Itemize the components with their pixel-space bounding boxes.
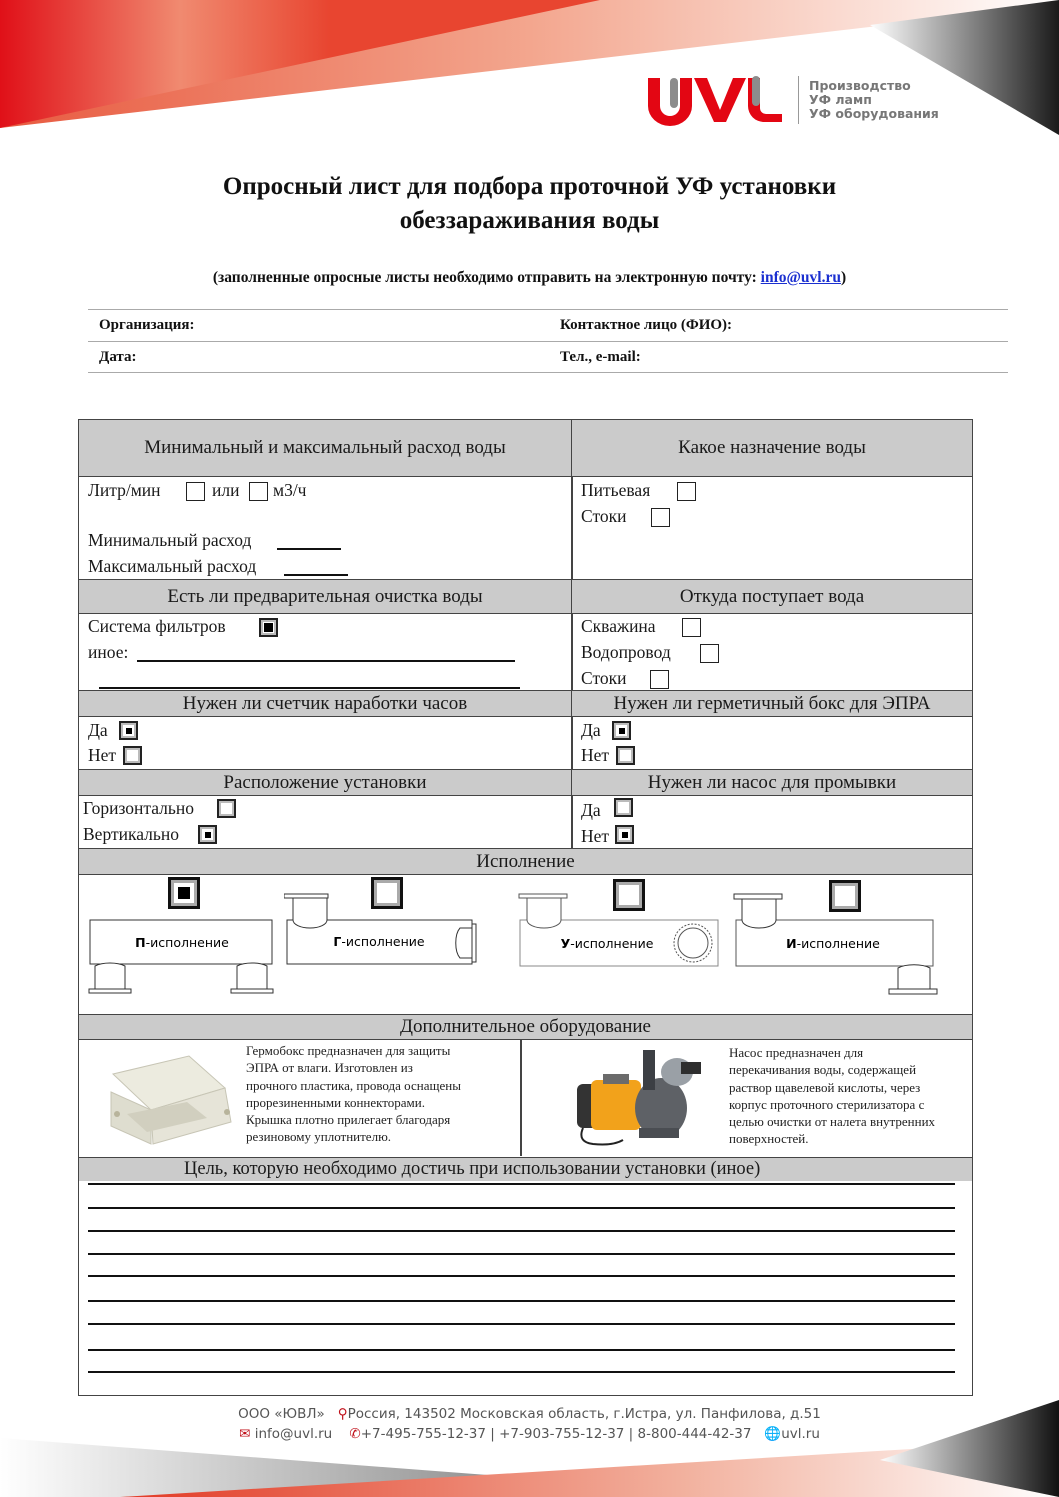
variant-prefix: И (786, 936, 797, 951)
unit-m3h-checkbox[interactable] (249, 482, 268, 501)
svg-text:П-исполнение (135, 935, 229, 950)
variant-suffix: -исполнение (341, 934, 425, 949)
uvl-logo-icon (644, 74, 784, 126)
variant-suffix: -исполнение (796, 936, 880, 951)
source-tap-checkbox[interactable] (700, 644, 719, 663)
variant-suffix: -исполнение (570, 936, 654, 951)
tagline-line: УФ оборудования (809, 106, 939, 121)
title-line-2: обеззараживания воды (399, 207, 660, 234)
contact-row (88, 309, 1008, 341)
svg-text:И-исполнение (786, 936, 880, 951)
source-wastewater-checkbox[interactable] (650, 670, 669, 689)
orientation-vertical-checkbox[interactable] (198, 825, 217, 844)
sealed-box-option-label: Нет (581, 745, 610, 765)
pump-photo-icon (569, 1048, 704, 1153)
goal-answer-line[interactable] (88, 1275, 955, 1277)
water-source-header: Откуда поступает вода (572, 579, 972, 614)
unit-lpm-label: Литр/мин (88, 480, 161, 500)
source-option-label: Стоки (581, 668, 627, 688)
sealed-box-option-label: Да (581, 720, 601, 740)
variant-prefix: У (560, 936, 571, 951)
max-flow-label: Максимальный расход (88, 556, 257, 576)
company-name: ООО «ЮВЛ» (238, 1406, 325, 1422)
logo-divider (798, 76, 799, 124)
goal-answer-line[interactable] (88, 1207, 955, 1209)
orientation-option-label: Вертикально (83, 824, 179, 844)
title-line-1: Опросный лист для подбора проточной УФ установки (222, 173, 837, 200)
sealed-box-yes-checkbox[interactable] (612, 721, 631, 740)
phone-icon: ✆ (349, 1426, 361, 1442)
svg-text:Г-исполнение (333, 934, 424, 949)
footer-line-2 (0, 1424, 1059, 1444)
hour-counter-header: Нужен ли счетчик наработки часов (79, 690, 571, 717)
filter-system-checkbox[interactable] (259, 618, 278, 637)
footer-email-link[interactable]: info@uvl.ru (254, 1426, 333, 1442)
orientation-header: Расположение установки (79, 769, 571, 796)
description-line: Крышка плотно прилегает благодаря (246, 1112, 451, 1128)
location-pin-icon: ⚲ (337, 1406, 348, 1422)
footer-website-link[interactable]: uvl.ru (781, 1426, 820, 1442)
goal-answer-line[interactable] (88, 1300, 955, 1302)
variant-prefix: Г (333, 934, 342, 949)
sealed-box-photo-icon (107, 1052, 237, 1147)
organization-field[interactable]: Организация: (99, 317, 195, 333)
other-label: иное: (88, 642, 129, 662)
purpose-option-label: Питьевая (581, 480, 651, 500)
other-pretreatment-input[interactable] (137, 660, 515, 662)
company-logo (644, 72, 954, 128)
purpose-wastewater-checkbox[interactable] (651, 508, 670, 527)
execution-p-checkbox[interactable] (168, 877, 200, 909)
p-variant-diagram-icon (87, 915, 277, 995)
hour-counter-yes-checkbox[interactable] (119, 721, 138, 740)
goal-answer-line[interactable] (88, 1371, 955, 1373)
logo-tagline (809, 79, 939, 121)
tagline-line: УФ ламп (809, 92, 872, 107)
hour-counter-option-label: Нет (88, 745, 117, 765)
phone-email-field[interactable]: Тел., e-mail: (560, 348, 641, 365)
description-line: ЭПРА от влаги. Изготовлен из (246, 1060, 413, 1076)
hour-counter-no-checkbox[interactable] (123, 746, 142, 765)
description-line: перекачивания воды, содержащей (729, 1062, 917, 1078)
date-field[interactable]: Дата: (99, 348, 137, 365)
flow-rate-header: Минимальный и максимальный расход воды (79, 419, 571, 477)
water-purpose-header: Какое назначение воды (572, 419, 972, 477)
footer-phones[interactable]: +7-495-755-12-37 | +7-903-755-12-37 | 8-800-444-42-37 (360, 1426, 752, 1442)
envelope-icon: ✉ (239, 1426, 251, 1442)
goal-answer-line[interactable] (88, 1323, 955, 1325)
purpose-drinking-checkbox[interactable] (677, 482, 696, 501)
orientation-horizontal-checkbox[interactable] (217, 799, 236, 818)
orientation-option-label: Горизонтально (83, 798, 194, 818)
unit-lpm-checkbox[interactable] (186, 482, 205, 501)
questionnaire-form (78, 419, 973, 1396)
description-line: корпус проточного стерилизатора с (729, 1096, 925, 1112)
flush-pump-option-label: Да (581, 800, 601, 820)
extra-equipment-header: Дополнительное оборудование (79, 1014, 972, 1040)
goal-answer-line[interactable] (88, 1349, 955, 1351)
u-variant-diagram-icon (517, 890, 727, 970)
goal-header: Цель, которую необходимо достичь при использовании установки (иное) (79, 1157, 972, 1181)
goal-answer-line[interactable] (88, 1253, 955, 1255)
equipment-divider (520, 1040, 522, 1156)
description-line: Гермобокс предназначен для защиты (246, 1043, 451, 1058)
description-line: поверхностей. (729, 1131, 809, 1147)
description-line: прочного пластика, провода оснащены (246, 1077, 461, 1093)
flush-pump-option-label: Нет (581, 826, 610, 846)
min-flow-input[interactable] (277, 548, 341, 550)
company-address: Россия, 143502 Московская область, г.Истра, ул. Панфилова, д.51 (347, 1406, 821, 1422)
other-pretreatment-input-line2[interactable] (99, 687, 520, 689)
description-line: раствор щавелевой кислоты, через (729, 1079, 921, 1095)
description-line: Насос предназначен для (729, 1045, 864, 1060)
sealed-box-description (246, 1042, 461, 1146)
filter-system-label: Система фильтров (88, 616, 226, 636)
tagline-line: Производство (809, 78, 911, 93)
submission-instructions (0, 269, 1059, 287)
page-title (0, 170, 1059, 238)
i-variant-diagram-icon (733, 890, 943, 1000)
footer-contacts (0, 1404, 1059, 1444)
flush-pump-yes-checkbox[interactable] (614, 798, 633, 817)
execution-header: Исполнение (79, 848, 972, 875)
footer-line-1 (0, 1404, 1059, 1424)
description-line: целью очистки от налета внутренних (729, 1114, 936, 1130)
description-line: прорезиненными коннекторами. (246, 1094, 425, 1110)
g-variant-diagram-icon (284, 890, 509, 970)
goal-answer-line[interactable] (88, 1183, 955, 1185)
globe-icon: 🌐 (764, 1426, 782, 1442)
max-flow-input[interactable] (284, 574, 348, 576)
email-link[interactable]: info@uvl.ru (760, 269, 841, 286)
sealed-box-no-checkbox[interactable] (616, 746, 635, 765)
or-label: или (212, 480, 240, 500)
contact-person-field[interactable]: Контактное лицо (ФИО): (560, 317, 733, 333)
pump-description (729, 1044, 935, 1148)
contact-row (88, 341, 1008, 373)
source-option-label: Скважина (581, 616, 656, 636)
min-flow-label: Минимальный расход (88, 530, 252, 550)
variant-prefix: П (135, 935, 146, 950)
description-line: резиновому уплотнителю. (246, 1129, 392, 1145)
instructions-suffix: ) (840, 269, 847, 286)
instructions-text: (заполненные опросные листы необходимо отправить на электронную почту: (212, 269, 761, 286)
goal-answer-line[interactable] (88, 1230, 955, 1232)
svg-text:У-исполнение (561, 936, 654, 951)
pretreatment-header: Есть ли предварительная очистка воды (79, 579, 571, 614)
source-well-checkbox[interactable] (682, 618, 701, 637)
flush-pump-header: Нужен ли насос для промывки (572, 769, 972, 796)
contact-info-table (88, 309, 1008, 373)
hour-counter-option-label: Да (88, 720, 108, 740)
source-option-label: Водопровод (581, 642, 671, 662)
flush-pump-no-checkbox[interactable] (615, 825, 634, 844)
unit-m3h-label: м3/ч (273, 480, 307, 500)
variant-suffix: -исполнение (145, 935, 229, 950)
purpose-option-label: Стоки (581, 506, 627, 526)
sealed-box-header: Нужен ли герметичный бокс для ЭПРА (572, 690, 972, 717)
